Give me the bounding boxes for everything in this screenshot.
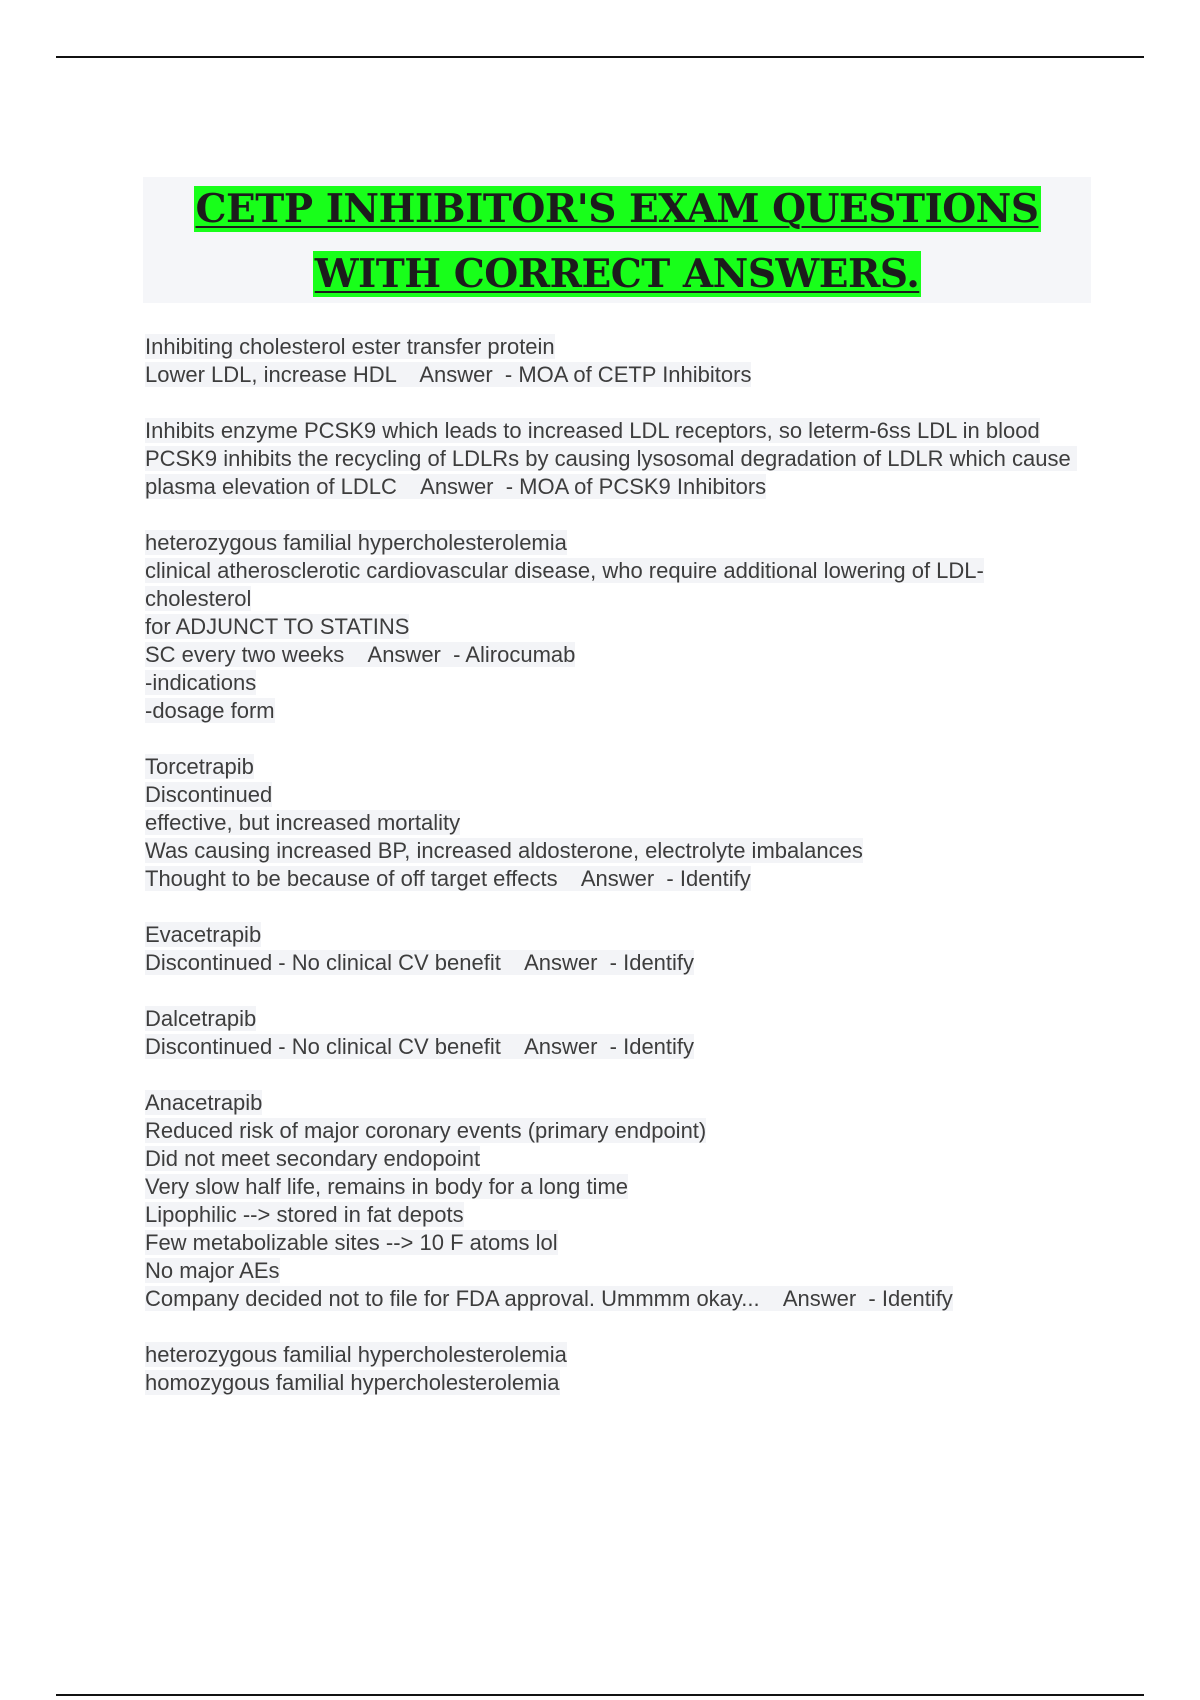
qa-line-text: Reduced risk of major coronary events (primary endpoint) xyxy=(145,1118,707,1143)
qa-line-text: -dosage form xyxy=(145,698,275,723)
qa-line xyxy=(145,781,1075,809)
qa-line xyxy=(145,809,1075,837)
qa-line xyxy=(145,445,1075,501)
top-rule xyxy=(56,56,1144,58)
qa-line-text: Inhibiting cholesterol ester transfer protein xyxy=(145,334,555,359)
qa-line xyxy=(145,1257,1075,1285)
qa-line xyxy=(145,949,1075,977)
qa-block xyxy=(145,753,1075,893)
qa-line-text: Discontinued - No clinical CV benefit Answer - Identify xyxy=(145,950,695,975)
qa-line-text: Evacetrapib xyxy=(145,922,262,947)
qa-line-text: heterozygous familial hypercholesterolemia xyxy=(145,530,567,555)
qa-line-text: No major AEs xyxy=(145,1258,280,1283)
qa-line-text: Lower LDL, increase HDL Answer - MOA of CETP Inhibitors xyxy=(145,362,752,387)
qa-line xyxy=(145,1229,1075,1257)
qa-line-text: Company decided not to file for FDA approval. Ummmm okay... Answer - Identify xyxy=(145,1286,953,1311)
qa-line xyxy=(145,753,1075,781)
qa-line-text: Discontinued - No clinical CV benefit Answer - Identify xyxy=(145,1034,695,1059)
qa-line-text: Inhibits enzyme PCSK9 which leads to increased LDL receptors, so leterm-6ss LDL in blood xyxy=(145,418,1040,443)
qa-line xyxy=(145,361,1075,389)
qa-line xyxy=(145,613,1075,641)
qa-line-text: Dalcetrapib xyxy=(145,1006,257,1031)
qa-line-text: homozygous familial hypercholesterolemia xyxy=(145,1370,560,1395)
qa-line xyxy=(145,641,1075,669)
qa-line xyxy=(145,865,1075,893)
qa-line xyxy=(145,1033,1075,1061)
qa-block xyxy=(145,1005,1075,1061)
qa-block xyxy=(145,333,1075,389)
document-title-text: CETP INHIBITOR'S EXAM QUESTIONS WITH CORRECT ANSWERS. xyxy=(195,186,1039,297)
bottom-rule xyxy=(56,1694,1144,1696)
document-title xyxy=(143,177,1091,307)
qa-line-text: clinical atherosclerotic cardiovascular disease, who require additional lowering of LDL-cholesterol xyxy=(145,558,984,611)
qa-line-text: heterozygous familial hypercholesterolemia xyxy=(145,1342,567,1367)
qa-line xyxy=(145,1005,1075,1033)
qa-line xyxy=(145,417,1075,445)
qa-line xyxy=(145,557,1075,613)
qa-block xyxy=(145,529,1075,725)
qa-line-text: Discontinued xyxy=(145,782,273,807)
qa-line xyxy=(145,697,1075,725)
qa-line xyxy=(145,1145,1075,1173)
qa-line-text: Lipophilic --> stored in fat depots xyxy=(145,1202,464,1227)
qa-line xyxy=(145,529,1075,557)
qa-line xyxy=(145,1369,1075,1397)
qa-block xyxy=(145,1089,1075,1313)
qa-line xyxy=(145,333,1075,361)
qa-line xyxy=(145,837,1075,865)
qa-line xyxy=(145,669,1075,697)
qa-line xyxy=(145,921,1075,949)
qa-line-text: SC every two weeks Answer - Alirocumab xyxy=(145,642,576,667)
qa-line-text: -indications xyxy=(145,670,257,695)
document-body xyxy=(145,333,1075,1425)
qa-line-text: Thought to be because of off target effects Answer - Identify xyxy=(145,866,751,891)
qa-block xyxy=(145,1341,1075,1397)
qa-line-text: Torcetrapib xyxy=(145,754,254,779)
qa-line-text: Few metabolizable sites --> 10 F atoms lol xyxy=(145,1230,558,1255)
qa-line-text: effective, but increased mortality xyxy=(145,810,461,835)
qa-line-text: Was causing increased BP, increased aldosterone, electrolyte imbalances xyxy=(145,838,863,863)
qa-block xyxy=(145,417,1075,501)
qa-line-text: PCSK9 inhibits the recycling of LDLRs by causing lysosomal degradation of LDLR which cause plasma elevation of LDLC Answer - MOA of PCSK9 Inhibitors xyxy=(145,446,1077,499)
qa-line-text: Did not meet secondary endopoint xyxy=(145,1146,481,1171)
qa-line-text: Very slow half life, remains in body for a long time xyxy=(145,1174,629,1199)
qa-line-text: for ADJUNCT TO STATINS xyxy=(145,614,410,639)
qa-line xyxy=(145,1285,1075,1313)
qa-line xyxy=(145,1173,1075,1201)
qa-line xyxy=(145,1341,1075,1369)
qa-line xyxy=(145,1117,1075,1145)
qa-line-text: Anacetrapib xyxy=(145,1090,263,1115)
qa-line xyxy=(145,1201,1075,1229)
qa-line xyxy=(145,1089,1075,1117)
qa-block xyxy=(145,921,1075,977)
